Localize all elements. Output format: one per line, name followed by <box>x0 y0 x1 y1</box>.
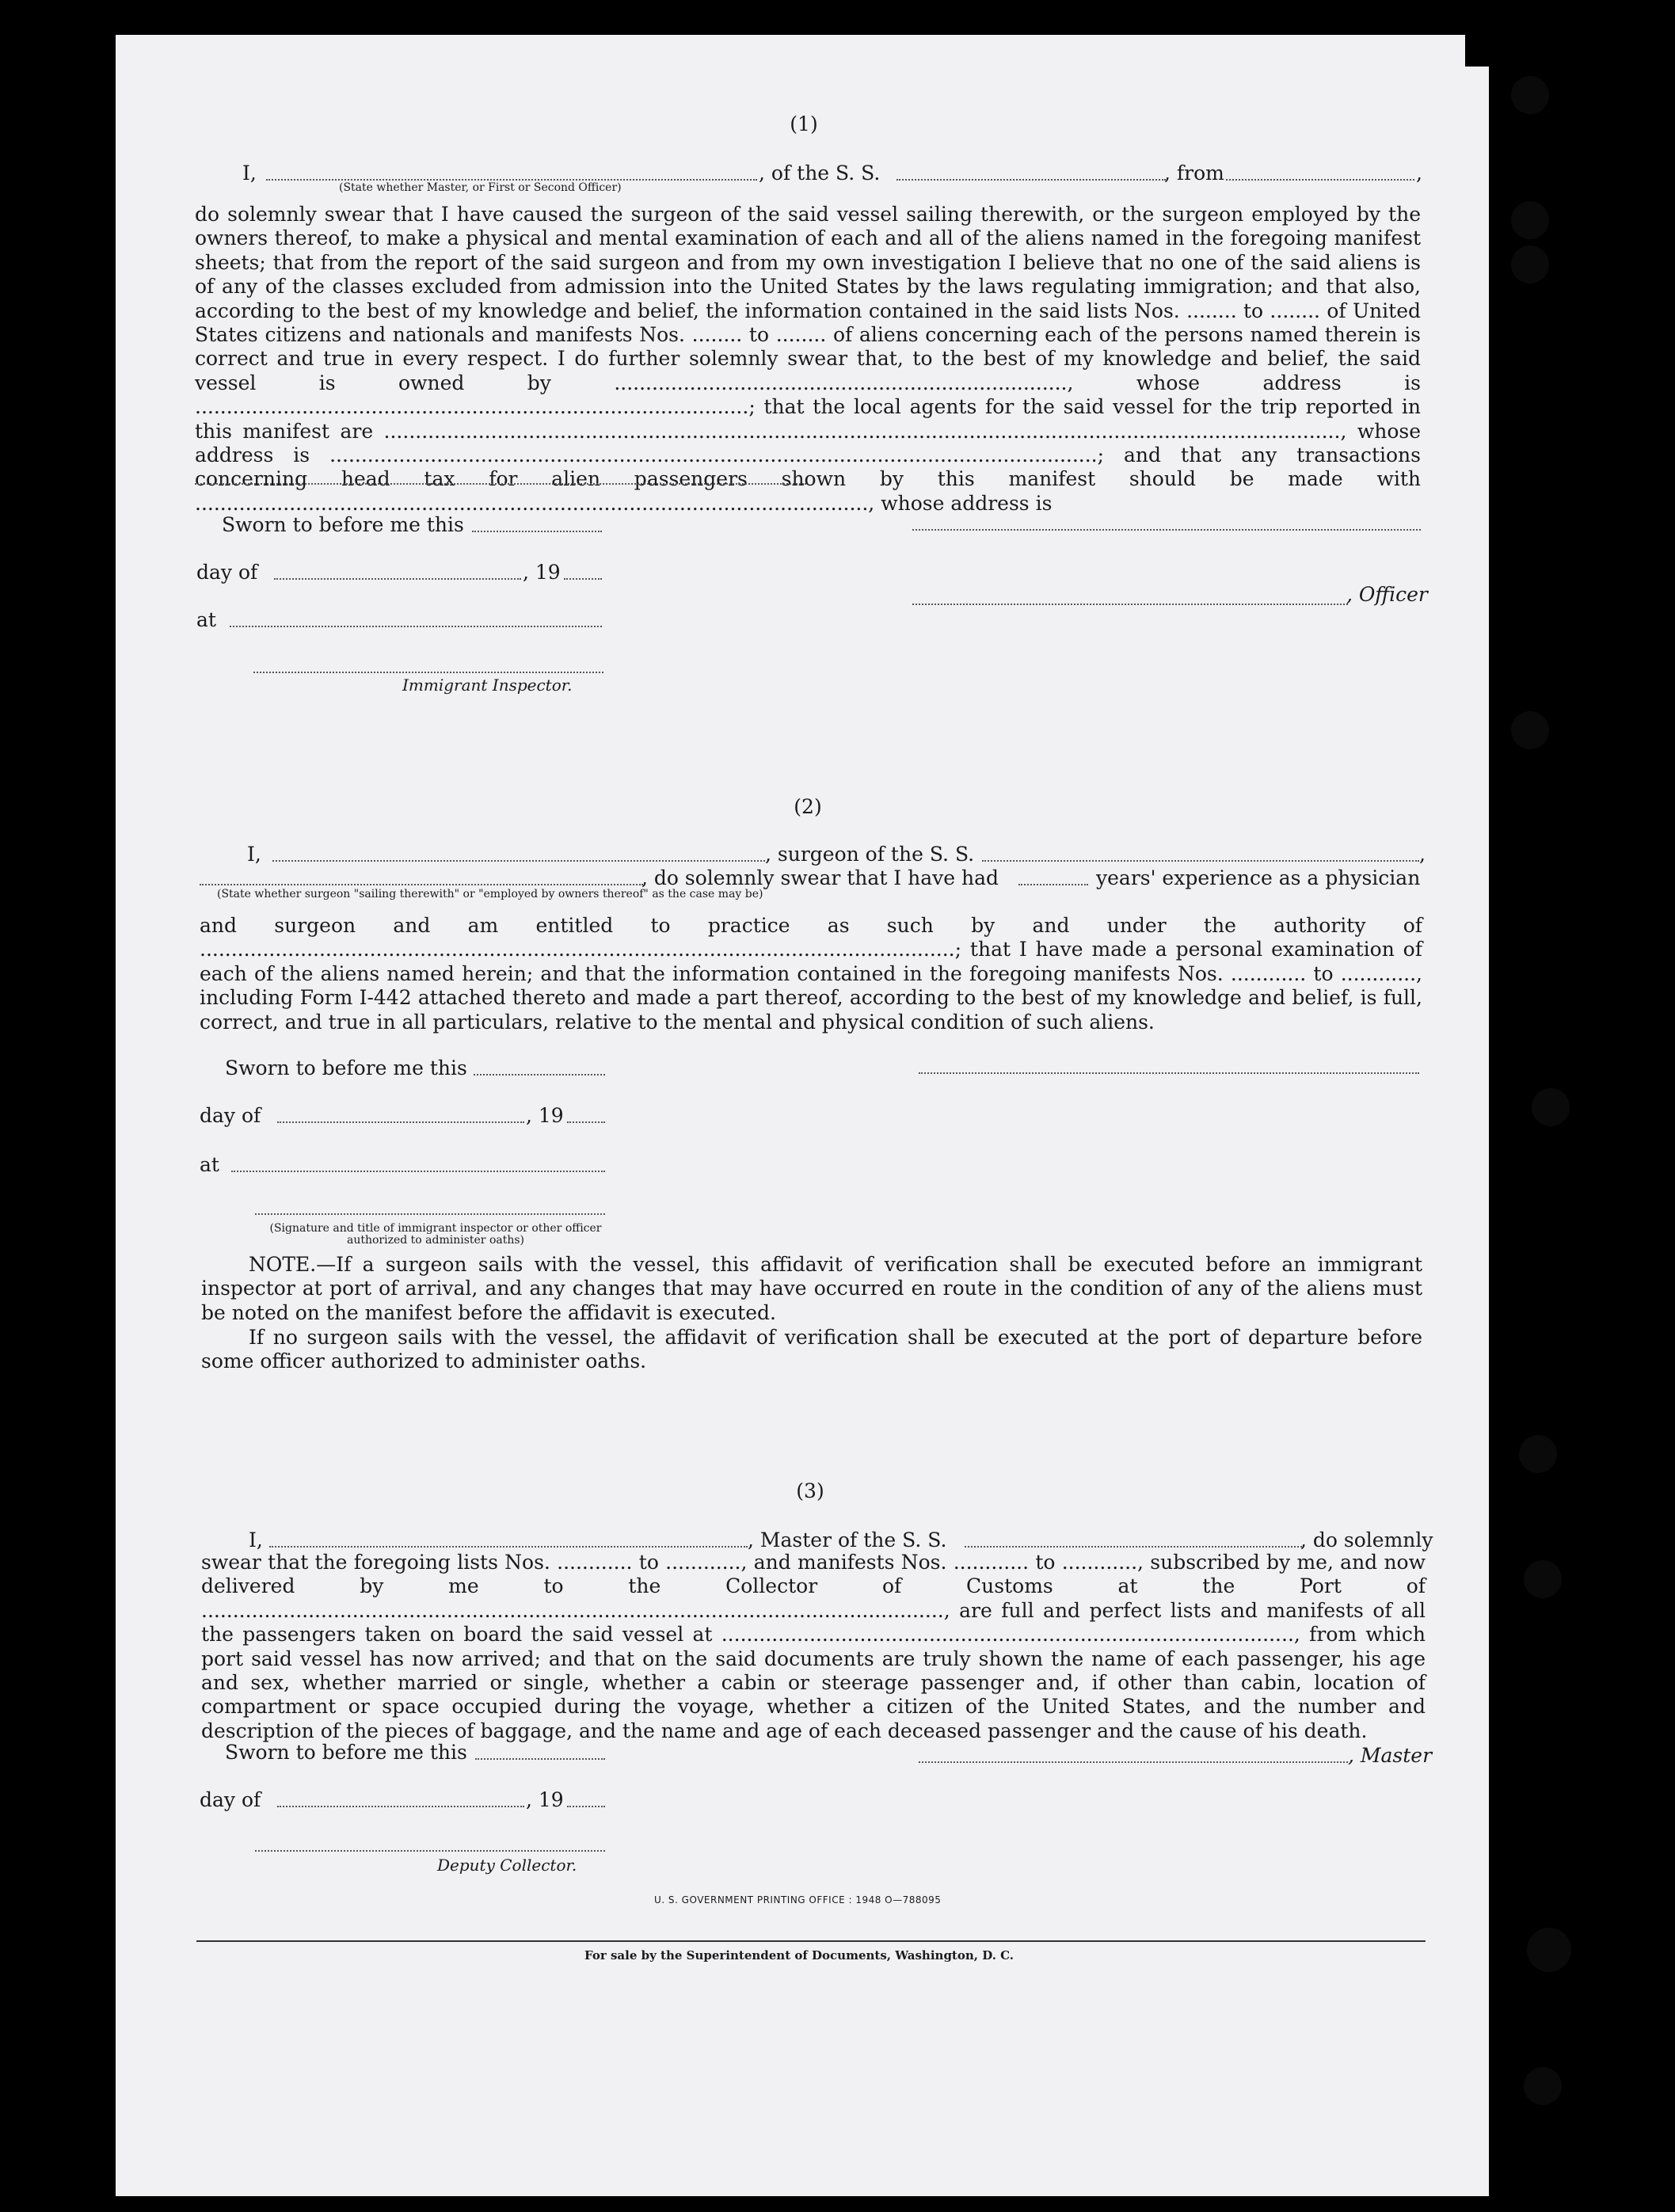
year-line[interactable] <box>567 1121 605 1123</box>
at-label: at <box>200 1153 219 1176</box>
day-of-label: day of <box>196 561 258 584</box>
punch-hole <box>1527 1928 1571 1972</box>
line-end-comma: , <box>1416 162 1422 185</box>
master-ship-line[interactable] <box>965 1546 1302 1548</box>
master-name-line[interactable] <box>269 1546 748 1548</box>
master-signature-line[interactable] <box>919 1761 1348 1763</box>
surgeon-note-paragraph: NOTE.—If a surgeon sails with the vessel, this affidavit of verification shall be executed before an immigrant inspector at port of arrival, and any changes that may have occurred en route in the condition of any of the aliens must be noted on the manifest before the affidavit is executed. <box>201 1253 1422 1324</box>
officer-prefix: I, <box>242 162 257 185</box>
years-line[interactable] <box>1018 884 1088 885</box>
at-label: at <box>196 608 216 631</box>
sworn-label: Sworn to before me this <box>225 1741 467 1764</box>
sworn-day-line[interactable] <box>472 531 602 532</box>
years-experience-label: , do solemnly swear that I have had <box>641 866 999 889</box>
inspector-signature-line[interactable] <box>255 1213 605 1215</box>
master-prefix: I, <box>249 1529 263 1551</box>
surgeon-status-line[interactable] <box>200 884 643 885</box>
no-surgeon-note-paragraph: If no surgeon sails with the vessel, the affidavit of verification shall be executed at the port of departure before some officer authorized to administer oaths. <box>201 1326 1422 1373</box>
master-label: , Master <box>1348 1744 1433 1767</box>
day-of-label: day of <box>200 1788 261 1811</box>
deputy-collector-label: Deputy Collector. <box>437 1856 577 1875</box>
physician-label: years' experience as a physician <box>1096 866 1421 889</box>
do-solemnly-label: , do solemnly <box>1300 1529 1433 1551</box>
surgeon-name-line[interactable] <box>272 860 765 862</box>
year-label: , 19 <box>523 561 561 584</box>
punch-hole <box>1511 711 1549 749</box>
punch-hole <box>1524 1560 1562 1598</box>
surgeon-signature-line[interactable] <box>919 1072 1419 1074</box>
surgeon-ship-line[interactable] <box>982 860 1419 862</box>
sworn-label: Sworn to before me this <box>222 513 464 536</box>
punch-hole <box>1511 246 1549 284</box>
punch-hole <box>1519 1435 1557 1473</box>
from-label: , from <box>1164 162 1224 185</box>
year-line[interactable] <box>564 578 602 580</box>
punch-hole <box>1511 76 1549 114</box>
punch-hole <box>1532 1088 1570 1126</box>
sworn-day-line[interactable] <box>474 1074 605 1076</box>
section-2-oath-text: and surgeon and am entitled to practice as such by and under the authority of ........................................................................................................................; that I have made a personal examination of each of the aliens named herein; and that the information contained in the foregoing manifests Nos. ............ to ............, including Form I-442 attached thereto and made a part thereof, according to the best of my knowledge and belief, is full, correct, and true in all particulars, relative to the mental and physical condition of such aliens. <box>200 914 1422 1034</box>
section-1-number: (1) <box>790 112 818 135</box>
officer-signature-line[interactable] <box>912 603 1348 605</box>
officer-name-line[interactable] <box>266 179 757 181</box>
at-place-line[interactable] <box>230 626 602 627</box>
surgeon-status-note: (State whether surgeon "sailing therewith" or "employed by owners thereof" as the case may be) <box>217 888 763 900</box>
year-line[interactable] <box>567 1806 605 1807</box>
surgeon-prefix: I, <box>247 843 261 866</box>
sale-notice: For sale by the Superintendent of Documents, Washington, D. C. <box>584 1948 1015 1963</box>
section-3-number: (3) <box>796 1479 824 1502</box>
deputy-signature-line[interactable] <box>255 1850 605 1852</box>
section-2-number: (2) <box>794 795 822 818</box>
sworn-label: Sworn to before me this <box>225 1057 467 1079</box>
officer-label: , Officer <box>1346 583 1428 606</box>
punch-hole <box>1511 201 1549 239</box>
master-of-ss-label: , Master of the S. S. <box>748 1529 947 1551</box>
from-port-line[interactable] <box>1226 179 1414 181</box>
month-line[interactable] <box>277 1121 524 1123</box>
head-tax-address-line[interactable] <box>195 483 806 485</box>
year-label: , 19 <box>526 1788 564 1811</box>
punch-hole <box>1524 2067 1562 2105</box>
printing-office-line: U. S. GOVERNMENT PRINTING OFFICE : 1948 O—788095 <box>654 1894 942 1906</box>
line-end-comma: , <box>1419 843 1426 866</box>
at-place-line[interactable] <box>231 1171 605 1172</box>
master-signature-line[interactable] <box>912 529 1421 531</box>
page-corner-shadow <box>1465 35 1513 67</box>
signature-title-note: (Signature and title of immigrant inspector or other officer authorized to administer oaths) <box>269 1222 602 1247</box>
month-line[interactable] <box>274 578 521 580</box>
section-3-oath-text: swear that the foregoing lists Nos. ............ to ............, and manifests Nos. ............ to ............, subscribed by me, and now delivered by me to the Collector of Customs at the Port of ......................................................................................................................, are full and perfect lists and manifests of all the passengers taken on board the said vessel at ..........................................................................................., from which port said vessel has now arrived; and that on the said documents are truly shown the name of each passenger, his age and sex, whether married or single, whether a cabin or steerage passenger and, if other than cabin, location of compartment or space occupied during the voyage, whether a citizen of the United States, and the number and description of the pieces of baggage, and the name and age of each deceased passenger and the cause of his death. <box>201 1551 1426 1742</box>
year-label: , 19 <box>526 1104 564 1127</box>
sworn-day-line[interactable] <box>475 1758 605 1760</box>
ship-name-line[interactable] <box>897 179 1166 181</box>
footer-rule <box>196 1940 1426 1942</box>
surgeon-of-ss-label: , surgeon of the S. S. <box>765 843 975 866</box>
of-ss-label: , of the S. S. <box>759 162 881 185</box>
month-line[interactable] <box>277 1806 524 1807</box>
day-of-label: day of <box>200 1104 261 1127</box>
officer-rank-note: (State whether Master, or First or Second Officer) <box>339 181 622 194</box>
inspector-label: Immigrant Inspector. <box>402 676 573 695</box>
section-1-oath-text: do solemnly swear that I have caused the surgeon of the said vessel sailing therewith, or the surgeon employed by the owners thereof, to make a physical and mental examination of each and all of the aliens named in the foregoing manifest sheets; that from the report of the said surgeon and from my own investigation I believe that no one of the said aliens is of any of the classes excluded from admission into the United States by the laws regulating immigration; and that also, according to the best of my knowledge and belief, the information contained in the said lists Nos. ........ to ........ of United States citizens and nationals and manifests Nos. ........ to ........ of aliens concerning each of the persons named therein is correct and true in every respect. I do further solemnly swear that, to the best of my knowledge and belief, the said vessel is owned by ........................................................................, whose address is ........................................................................................; that the local agents for the said vessel for the trip reported in this manifest are ........................................................................................................................................................, whose address is ..........................................................................................................................; and that any transactions concerning head tax for alien passengers shown by this manifest should be made with ..........................................................................................................., whose address is <box>195 203 1421 515</box>
